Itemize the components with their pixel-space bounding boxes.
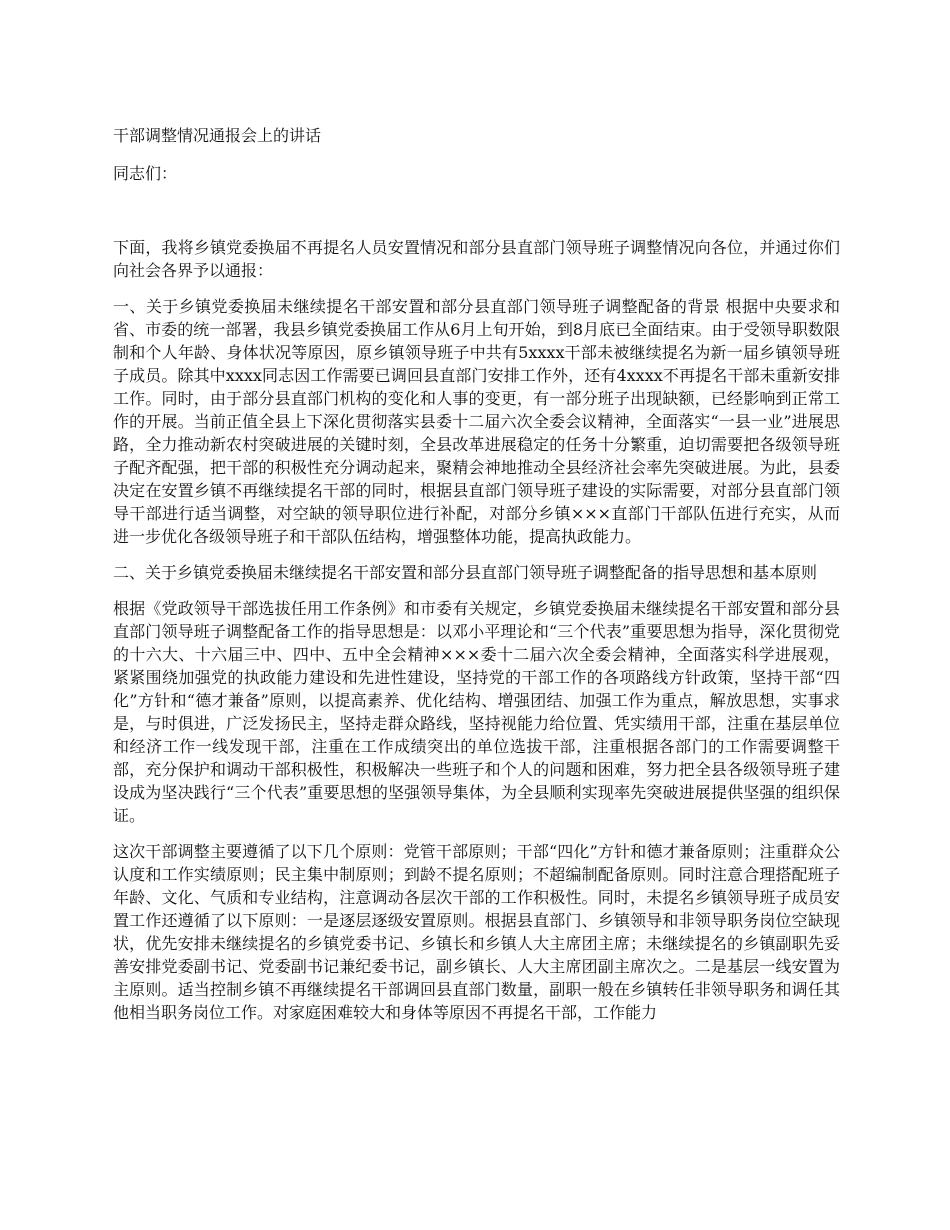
document-title: 干部调整情况通报会上的讲话 <box>113 126 322 145</box>
paragraph-guiding-ideology: 根据《党政领导干部选拔任用工作条例》和市委有关规定，乡镇党委换届未继续提名干部安置和部分县直部门领导班子调整配备工作的指导思想是：以邓小平理论和“三个代表”重要思想为指导，深化贯彻党的十六大、十六届三中、四中、五中全会精神×××委十二届六次全委会精神，全面落实科学进展观，紧紧围绕加强党的执政能力建设和先进性建设，坚持党的干部工作的各项路线方针政策，坚持干部“四化”方针和“德才兼备”原则，以提高素养、优化结构、增强团结、加强工作为重点，解放思想，实事求是，与时俱进，广泛发扬民主，坚持走群众路线，坚持视能力给位置、凭实绩用干部，注重在基层单位和经济工作一线发现干部，注重在工作成绩突出的单位选拔干部，注重根据各部门的工作需要调整干部，充分保护和调动干部积极性，积极解决一些班子和个人的问题和困难，努力把全县各级领导班子建设成为坚决践行“三个代表”重要思想的坚强领导集体，为全县顺利实现率先突破进展提供坚强的组织保证。 <box>113 599 840 825</box>
paragraph-intro: 下面，我将乡镇党委换届不再提名人员安置情况和部分县直部门领导班子调整情况向各位，并通过你们向社会各界予以通报： <box>113 238 840 280</box>
salutation: 同志们： <box>113 164 178 183</box>
paragraph-principles: 这次干部调整主要遵循了以下几个原则：党管干部原则；干部“四化”方针和德才兼备原则；注重群众公认度和工作实绩原则；民主集中制原则；到龄不提名原则；不超编制配备原则。同时注意合理搭配班子年龄、文化、气质和专业结构，注意调动各层次干部的工作积极性。同时，未提名乡镇领导班子成员安置工作还遵循了以下原则：一是逐层逐级安置原则。根据县直部门、乡镇领导和非领导职务岗位空缺现状，优先安排未继续提名的乡镇党委书记、乡镇长和乡镇人大主席团主席；未继续提名的乡镇副职先妥善安排党委副书记、党委副书记兼纪委书记，副乡镇长、人大主席团副主席次之。二是基层一线安置为主原则。适当控制乡镇不再继续提名干部调回县直部门数量，副职一般在乡镇转任非领导职务和调任其他相当职务岗位工作。对家庭困难较大和身体等原因不再提名干部，工作能力 <box>113 842 840 1022</box>
paragraph-section-2-heading: 二、关于乡镇党委换届未继续提名干部安置和部分县直部门领导班子调整配备的指导思想和基本原则 <box>113 563 818 582</box>
paragraph-section-1-background: 一、关于乡镇党委换届未继续提名干部安置和部分县直部门领导班子调整配备的背景 根据中央要求和省、市委的统一部署，我县乡镇党委换届工作从6月上旬开始，到8月底已全面结束。由于受领导职数限制和个人年龄、身体状况等原因，原乡镇领导班子中共有5xxxx干部未被继续提名为新一届乡镇领导班子成员。除其中xxxx同志因工作需要已调回县直部门安排工作外，还有4xxxx不再提名干部未重新安排工作。同时，由于部分县直部门机构的变化和人事的变更，有一部分班子出现缺额，已经影响到正常工作的开展。当前正值全县上下深化贯彻落实县委十二届六次全委会议精神，全面落实“一县一业”进展思路，全力推动新农村突破进展的关键时刻，全县改革进展稳定的任务十分繁重，迫切需要把各级领导班子配齐配强，把干部的积极性充分调动起来，聚精会神地推动全县经济社会率先突破进展。为此，县委决定在安置乡镇不再继续提名干部的同时，根据县直部门领导班子建设的实际需要，对部分县直部门领导干部进行适当调整，对空缺的领导职位进行补配，对部分乡镇×××直部门干部队伍进行充实，从而进一步优化各级领导班子和干部队伍结构，增强整体功能，提高执政能力。 <box>113 297 840 546</box>
document-body <box>113 124 840 1037</box>
